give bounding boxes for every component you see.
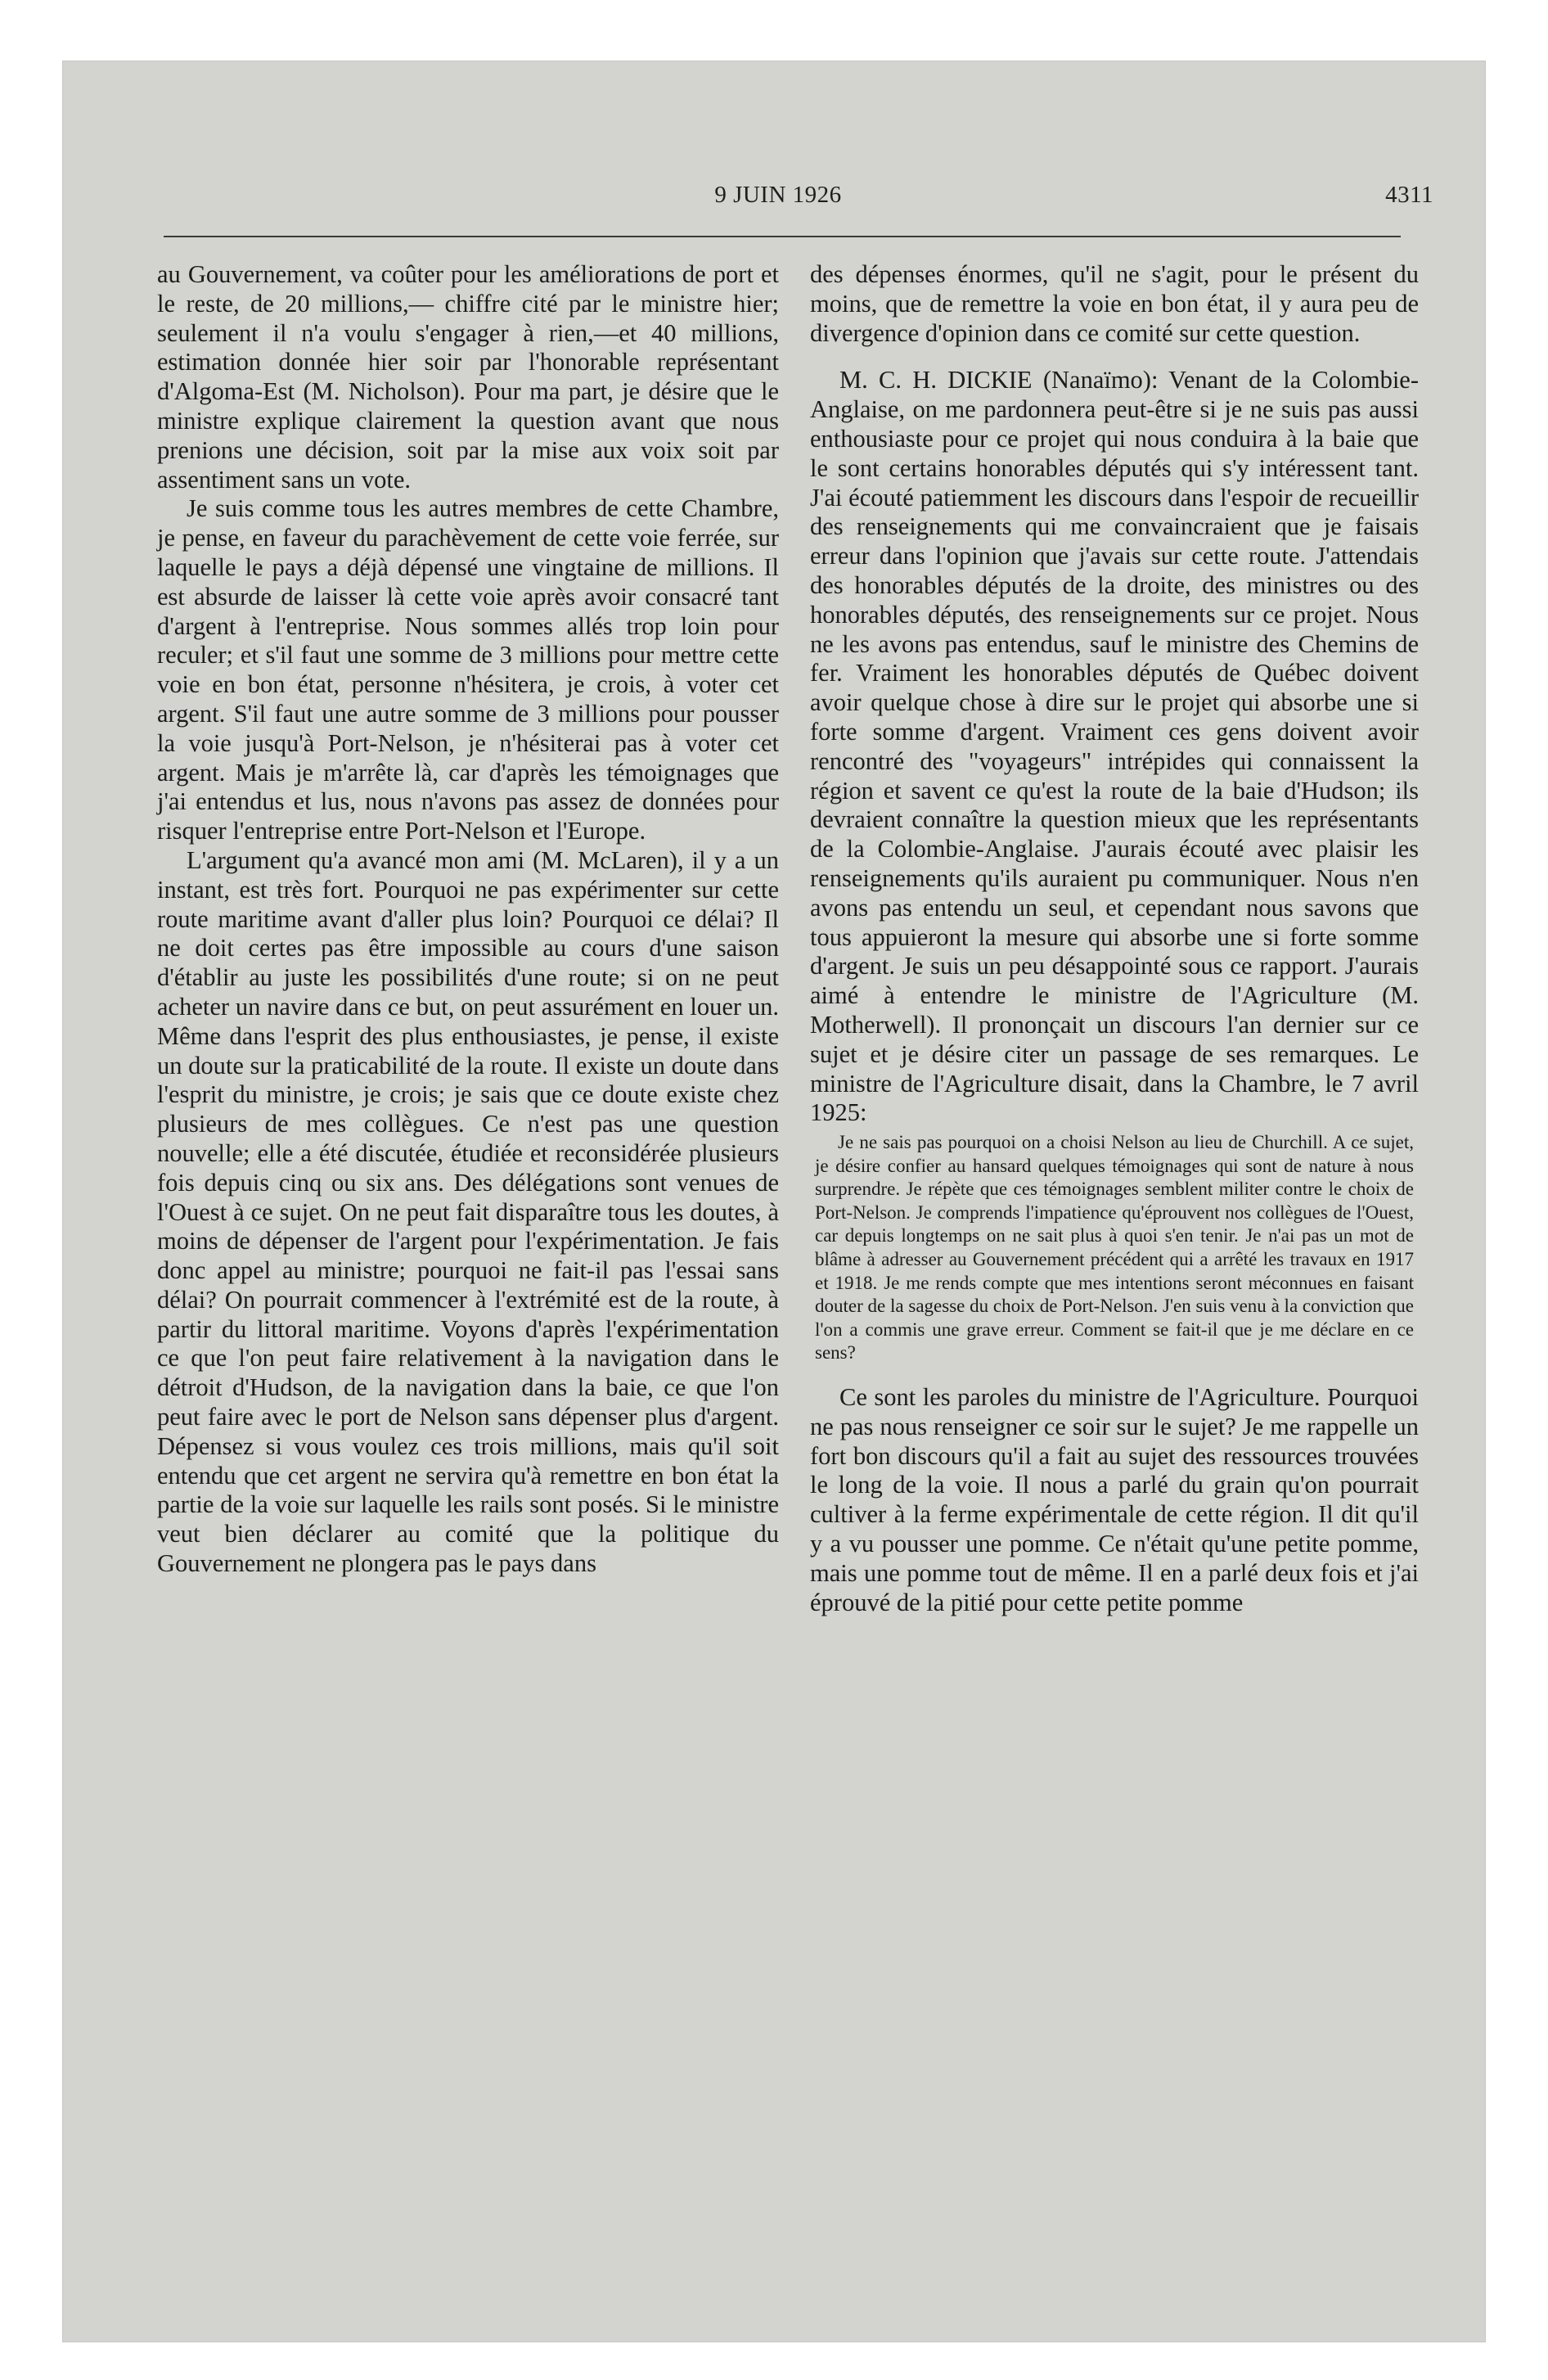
block-quote: Je ne sais pas pourquoi on a choisi Nelson au lieu de Churchill. A ce sujet, je désire confier au hansard quelques témoignages qui sont de nature à nous surprendre. Je répète que ces témoignages semblent militer contre le choix de Port-Nelson. Je comprends l'impatience qu'éprouvent nos collègues de l'Ouest, car depuis longtemps on ne sait plus à quoi s'en tenir. Je n'ai pas un mot de blâme à adresser au Gouvernement précédent qui a arrêté les travaux en 1917 et 1918. Je me rends compte que mes intentions seront méconnues en faisant douter de la sagesse du choix de Port-Nelson. J'en suis venu à la conviction que l'on a commis une grave erreur. Comment se fait-il que je me déclare en ce sens? [815, 1132, 1414, 1364]
page-header [123, 119, 1433, 208]
page-date: 9 JUIN 1926 [714, 182, 842, 208]
page-number: 4311 [1385, 182, 1433, 208]
speaker-paragraph: M. C. H. DICKIE (Nanaïmo): Venant de la Colombie-Anglaise, on me pardonnera peut-être si je ne suis pas aussi enthousiaste pour ce projet qui nous conduira à la baie que le sont certains honorables députés qui s'y intéressent tant. J'ai écouté patiemment les discours dans l'espoir de recueillir des renseignements qui me convaincraient que je faisais erreur dans l'opinion que j'avais sur cette route. J'attendais des honorables députés de la droite, des ministres ou des honorables députés, des renseignements sur ce projet. Nous ne les avons pas entendus, sauf le ministre des Chemins de fer. Vraiment les honorables députés de Québec doivent avoir quelque chose à dire sur le projet qui absorbe une si forte somme d'argent. Vraiment ces gens doivent avoir rencontré des "voyageurs" intrépides qui connaissent la région et savent ce qu'est la route de la baie d'Hudson; ils devraient connaître la question mieux que les représentants de la Colombie-Anglaise. J'aurais écouté avec plaisir les renseignements qu'ils auraient pu communiquer. Nous n'en avons pas entendu un seul, et cependant nous savons que tous appuieront la mesure qui absorbe une si forte somme d'argent. Je suis un peu désappointé sous ce rapport. J'aurais aimé à entendre le ministre de l'Agriculture (M. Motherwell). Il prononçait un discours l'an dernier sur ce sujet et je désire citer un passage de ses remarques. Le ministre de l'Agriculture disait, dans la Chambre, le 7 avril 1925: [810, 366, 1419, 1127]
paragraph: L'argument qu'a avancé mon ami (M. McLaren), il y a un instant, est très fort. Pourquoi ne pas expérimenter sur cette route maritime avant d'aller plus loin? Pourquoi ce délai? Il ne doit certes pas être impossible au cours d'une saison d'établir au juste les possibilités d'une route; si on ne peut acheter un navire dans ce but, on peut assurément en louer un. Même dans l'esprit des plus enthousiastes, je pense, il existe un doute sur la praticabilité de la route. Il existe un doute dans l'esprit du ministre, je crois; je sais que ce doute existe chez plusieurs de mes collègues. Ce n'est pas une question nouvelle; elle a été discutée, étudiée et reconsidérée plusieurs fois depuis cinq ou six ans. Des délégations sont venues de l'Ouest à ce sujet. On ne peut fait disparaître tous les doutes, à moins de dépenser de l'argent pour l'expérimentation. Je fais donc appel au ministre; pourquoi ne fait-il pas l'essai sans délai? On pourrait commencer à l'extrémité est de la route, à partir du littoral maritime. Voyons d'après l'expérimentation ce que l'on peut faire relativement à la navigation dans le détroit d'Hudson, de la navigation dans la baie, ce que l'on peut faire avec le port de Nelson sans dépenser plus d'argent. Dépensez si vous voulez ces trois millions, mais qu'il soit entendu que cet argent ne servira qu'à remettre en bon état la partie de la voie sur laquelle les rails sont posés. Si le ministre veut bien déclarer au comité que la politique du Gouvernement ne plongera pas le pays dans [157, 845, 779, 1578]
paragraph: au Gouvernement, va coûter pour les améliorations de port et le reste, de 20 millions,— chiffre cité par le ministre hier; seulement il n'a voulu s'engager à rien,—et 40 millions, estimation donnée hier soir par l'honorable représentant d'Algoma-Est (M. Nicholson). Pour ma part, je désire que le ministre explique clairement la question avant que nous prenions une décision, soit par la mise aux voix soit par assentiment sans un vote. [157, 260, 779, 494]
right-column [810, 260, 1419, 1617]
paragraph: Ce sont les paroles du ministre de l'Agriculture. Pourquoi ne pas nous renseigner ce soir sur le sujet? Je me rappelle un fort bon discours qu'il a fait au sujet des ressources trouvées le long de la voie. Il nous a parlé du grain qu'on pourrait cultiver à la ferme expérimentale de cette région. Il dit qu'il y a vu pousser une pomme. Ce n'était qu'une petite pomme, mais une pomme tout de même. Il en a parlé deux fois et j'ai éprouvé de la pitié pour cette petite pomme [810, 1383, 1419, 1616]
paragraph: Je suis comme tous les autres membres de cette Chambre, je pense, en faveur du parachèvement de cette voie ferrée, sur laquelle le pays a déjà dépensé une vingtaine de millions. Il est absurde de laisser là cette voie après avoir consacré tant d'argent à l'entreprise. Nous sommes allés trop loin pour reculer; et s'il faut une somme de 3 millions pour mettre cette voie en bon état, personne n'hésitera, je crois, à voter cet argent. S'il faut une autre somme de 3 millions pour pousser la voie jusqu'à Port-Nelson, je n'hésiterai pas à voter cet argent. Mais je m'arrête là, car d'après les témoignages que j'ai entendus et lus, nous n'avons pas assez de données pour risquer l'entreprise entre Port-Nelson et l'Europe. [157, 494, 779, 845]
paragraph: des dépenses énormes, qu'il ne s'agit, pour le présent du moins, que de remettre la voie en bon état, il y aura peu de divergence d'opinion dans ce comité sur cette question. [810, 260, 1419, 347]
left-column [157, 260, 779, 1579]
header-rule [164, 236, 1401, 237]
